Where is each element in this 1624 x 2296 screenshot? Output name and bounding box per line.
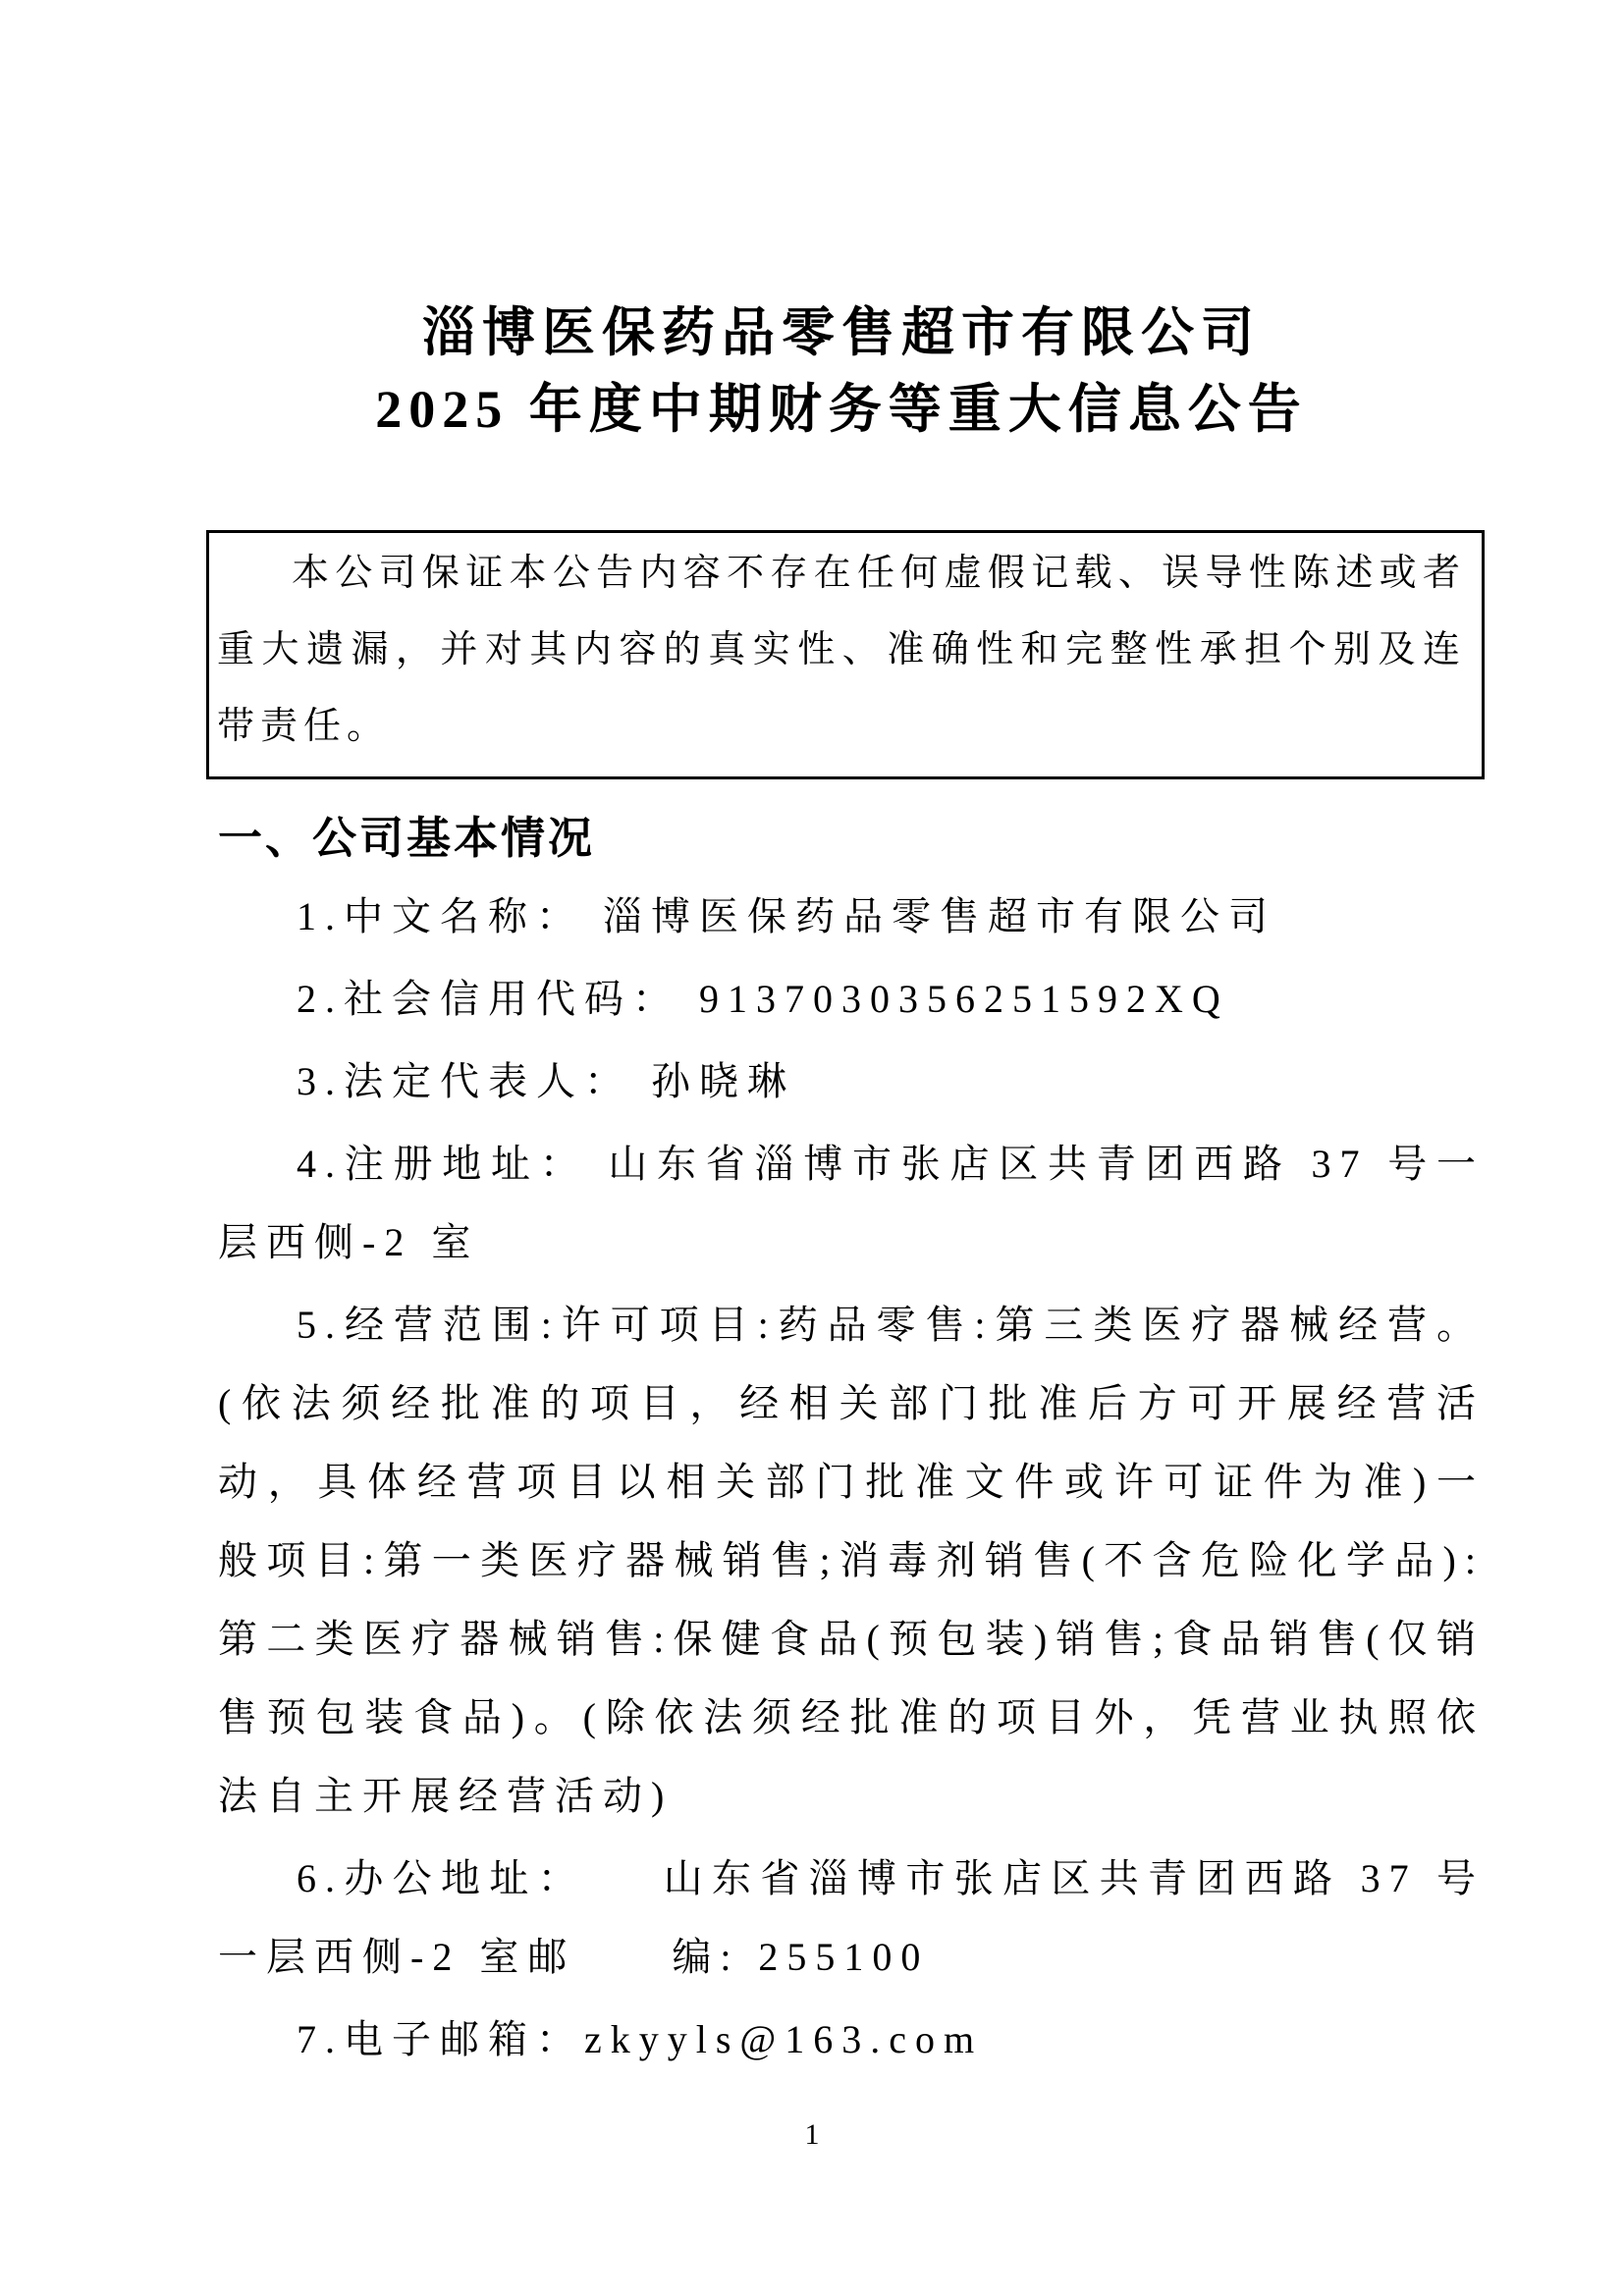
item-registered-address: 4.注册地址： 山东省淄博市张店区共青团西路 37 号一层西侧-2 室 xyxy=(218,1142,1485,1264)
item-chinese-name: 1.中文名称： 淄博医保药品零售超市有限公司 xyxy=(297,894,1276,938)
document-title xyxy=(198,294,1485,448)
item-credit-code: 2.社会信用代码： 9137030356251592XQ xyxy=(297,977,1229,1021)
title-line-2: 2025 年度中期财务等重大信息公告 xyxy=(375,380,1308,439)
disclaimer-box xyxy=(206,530,1485,779)
disclaimer-text: 本公司保证本公告内容不存在任何虚假记载、误导性陈述或者重大遗漏，并对其内容的真实性、准确性和完整性承担个别及连带责任。 xyxy=(217,553,1466,747)
item-office-address-postcode: 6.办公地址： 山东省淄博市张店区共青团西路 37 号一层西侧-2 室邮 编: 255100 xyxy=(218,1856,1485,1979)
section-heading-company-basics: 一、公司基本情况 xyxy=(218,813,596,863)
item-business-scope: 5.经营范围:许可项目:药品零售:第三类医疗器械经营。(依法须经批准的项目，经相关部门批准后方可开展经营活动，具体经营项目以相关部门批准文件或许可证件为准)一般项目:第一类医疗器械销售;消毒剂销售(不含危险化学品):第二类医疗器械销售:保健食品(预包装)销售;食品销售(仅销售预包装食品)。(除依法须经批准的项目外，凭营业执照依法自主开展经营活动) xyxy=(218,1303,1485,1818)
page-number: 1 xyxy=(804,2118,820,2151)
item-legal-representative: 3.法定代表人： 孙晓琳 xyxy=(297,1059,795,1103)
title-line-1: 淄博医保药品零售超市有限公司 xyxy=(422,303,1261,362)
item-email: 7.电子邮箱：zkyyls@163.com xyxy=(297,2017,984,2061)
